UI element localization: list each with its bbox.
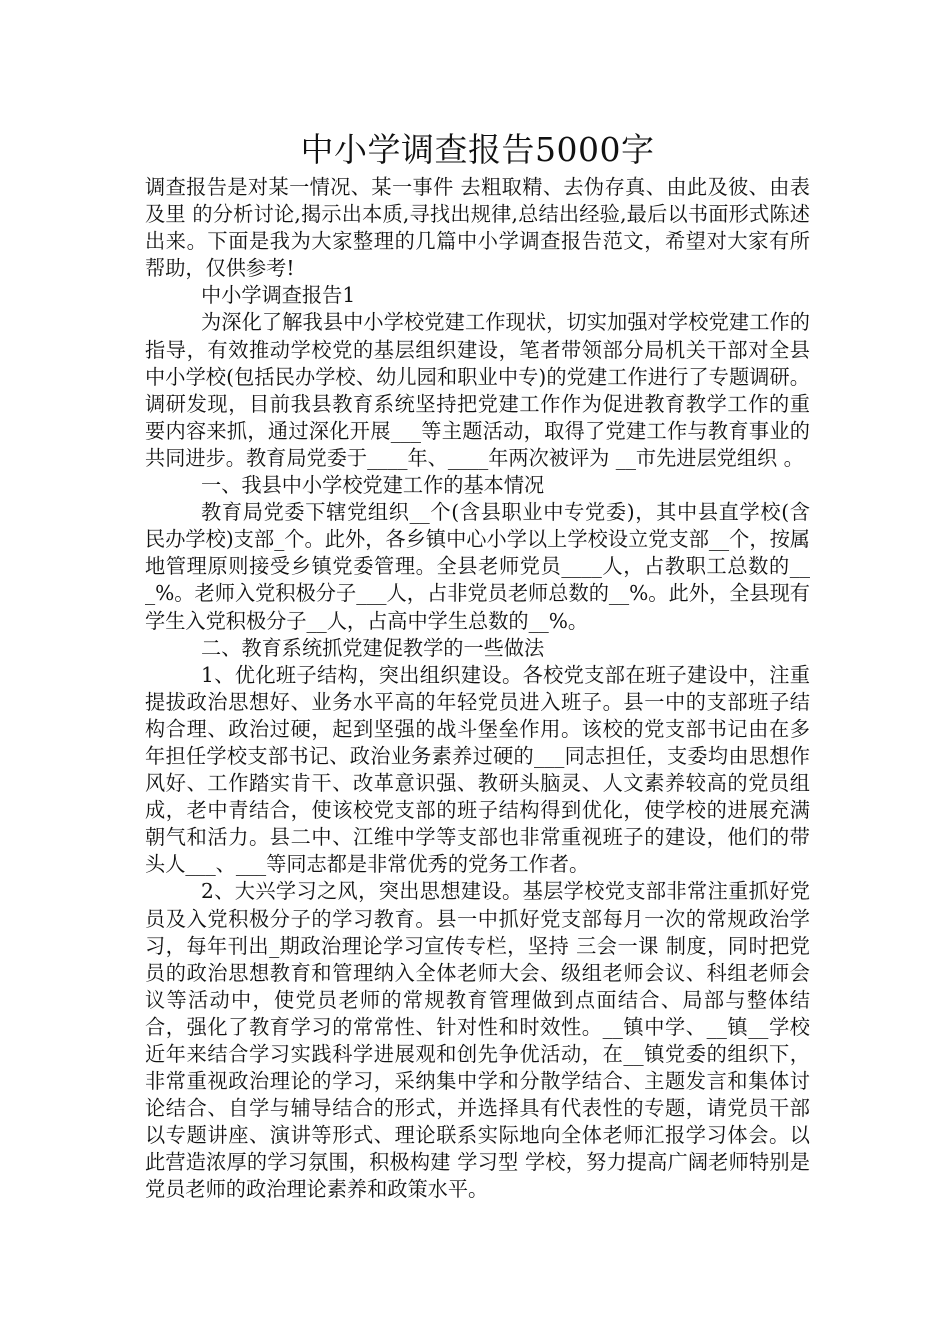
body-paragraph: 2、大兴学习之风，突出思想建设。基层学校党支部非常注重抓好党员及入党积极分子的学习教育。县一中抓好党支部每月一次的常规政治学习，每年刊出_期政治理论学习宣传专栏，坚持 三会一课 制度，同时把党员的政治思想教育和管理纳入全体老师大会、级组老师会议、科组老师会议等活动中，使党员老师的常规教育管理做到点面结合、局部与整体结合，强化了教育学习的常常性、针对性和时效性。__镇中学、__镇__学校近年来结合学习实践科学进展观和创先争优活动，在__镇党委的组织下，非常重视政治理论的学习，采纳集中学和分散学结合、主题发言和集体讨论结合、自学与辅导结合的形式，并选择具有代表性的专题，请党员干部以专题讲座、演讲等形式、理论联系实际地向全体老师汇报学习体会。以此营造浓厚的学习氛围，积极构建 学习型 学校，努力提高广阔老师特别是党员老师的政治理论素养和政策水平。	[145, 879, 810, 1202]
document-title: 中小学调查报告5000字	[300, 130, 655, 169]
section-heading: 一、我县中小学校党建工作的基本情况	[201, 473, 545, 498]
section-heading: 二、教育系统抓党建促教学的一些做法	[201, 635, 545, 660]
intro-paragraph: 调查报告是对某一情况、某一事件 去粗取精、去伪存真、由此及彼、由表及里 的分析讨论,揭示出本质,寻找出规律,总结出经验,最后以书面形式陈述出来。下面是我为大家整理的几篇中小学调查报告范文，希望对大家有所帮助，仅供参考!	[145, 175, 810, 281]
document-page	[145, 128, 810, 1204]
body-paragraph: 为深化了解我县中小学校党建工作现状，切实加强对学校党建工作的指导，有效推动学校党的基层组织建设，笔者带领部分局机关干部对全县中小学校(包括民办学校、幼儿园和职业中专)的党建工作进行了专题调研。调研发现，目前我县教育系统坚持把党建工作作为促进教育教学工作的重要内容来抓，通过深化开展___等主题活动，取得了党建工作与教育事业的共同进步。教育局党委于____年、____年两次被评为 __市先进层党组织 。	[145, 310, 810, 470]
body-paragraph: 1、优化班子结构，突出组织建设。各校党支部在班子建设中，注重提拔政治思想好、业务水平高的年轻党员进入班子。县一中的支部班子结构合理、政治过硬，起到坚强的战斗堡垒作用。该校的党支部书记由在多年担任学校支部书记、政治业务素养过硬的___同志担任，支委均由思想作风好、工作踏实肯干、改革意识强、教研头脑灵、人文素养较高的党员组成，老中青结合，使该校党支部的班子结构得到优化，使学校的进展充满朝气和活力。县二中、江维中学等支部也非常重视班子的建设，他们的带头人___、___等同志都是非常优秀的党务工作者。	[145, 662, 810, 877]
report-heading: 中小学调查报告1	[201, 283, 356, 308]
body-paragraph: 教育局党委下辖党组织__个(含县职业中专党委)，其中县直学校(含民办学校)支部_个。此外，各乡镇中心小学以上学校设立党支部__个，按属地管理原则接受乡镇党委管理。全县老师党员____人，占教职工总数的___%。老师入党积极分子___人，占非党员老师总数的__%。此外，全县现有学生入党积极分子__人，占高中学生总数的__%。	[145, 500, 810, 633]
